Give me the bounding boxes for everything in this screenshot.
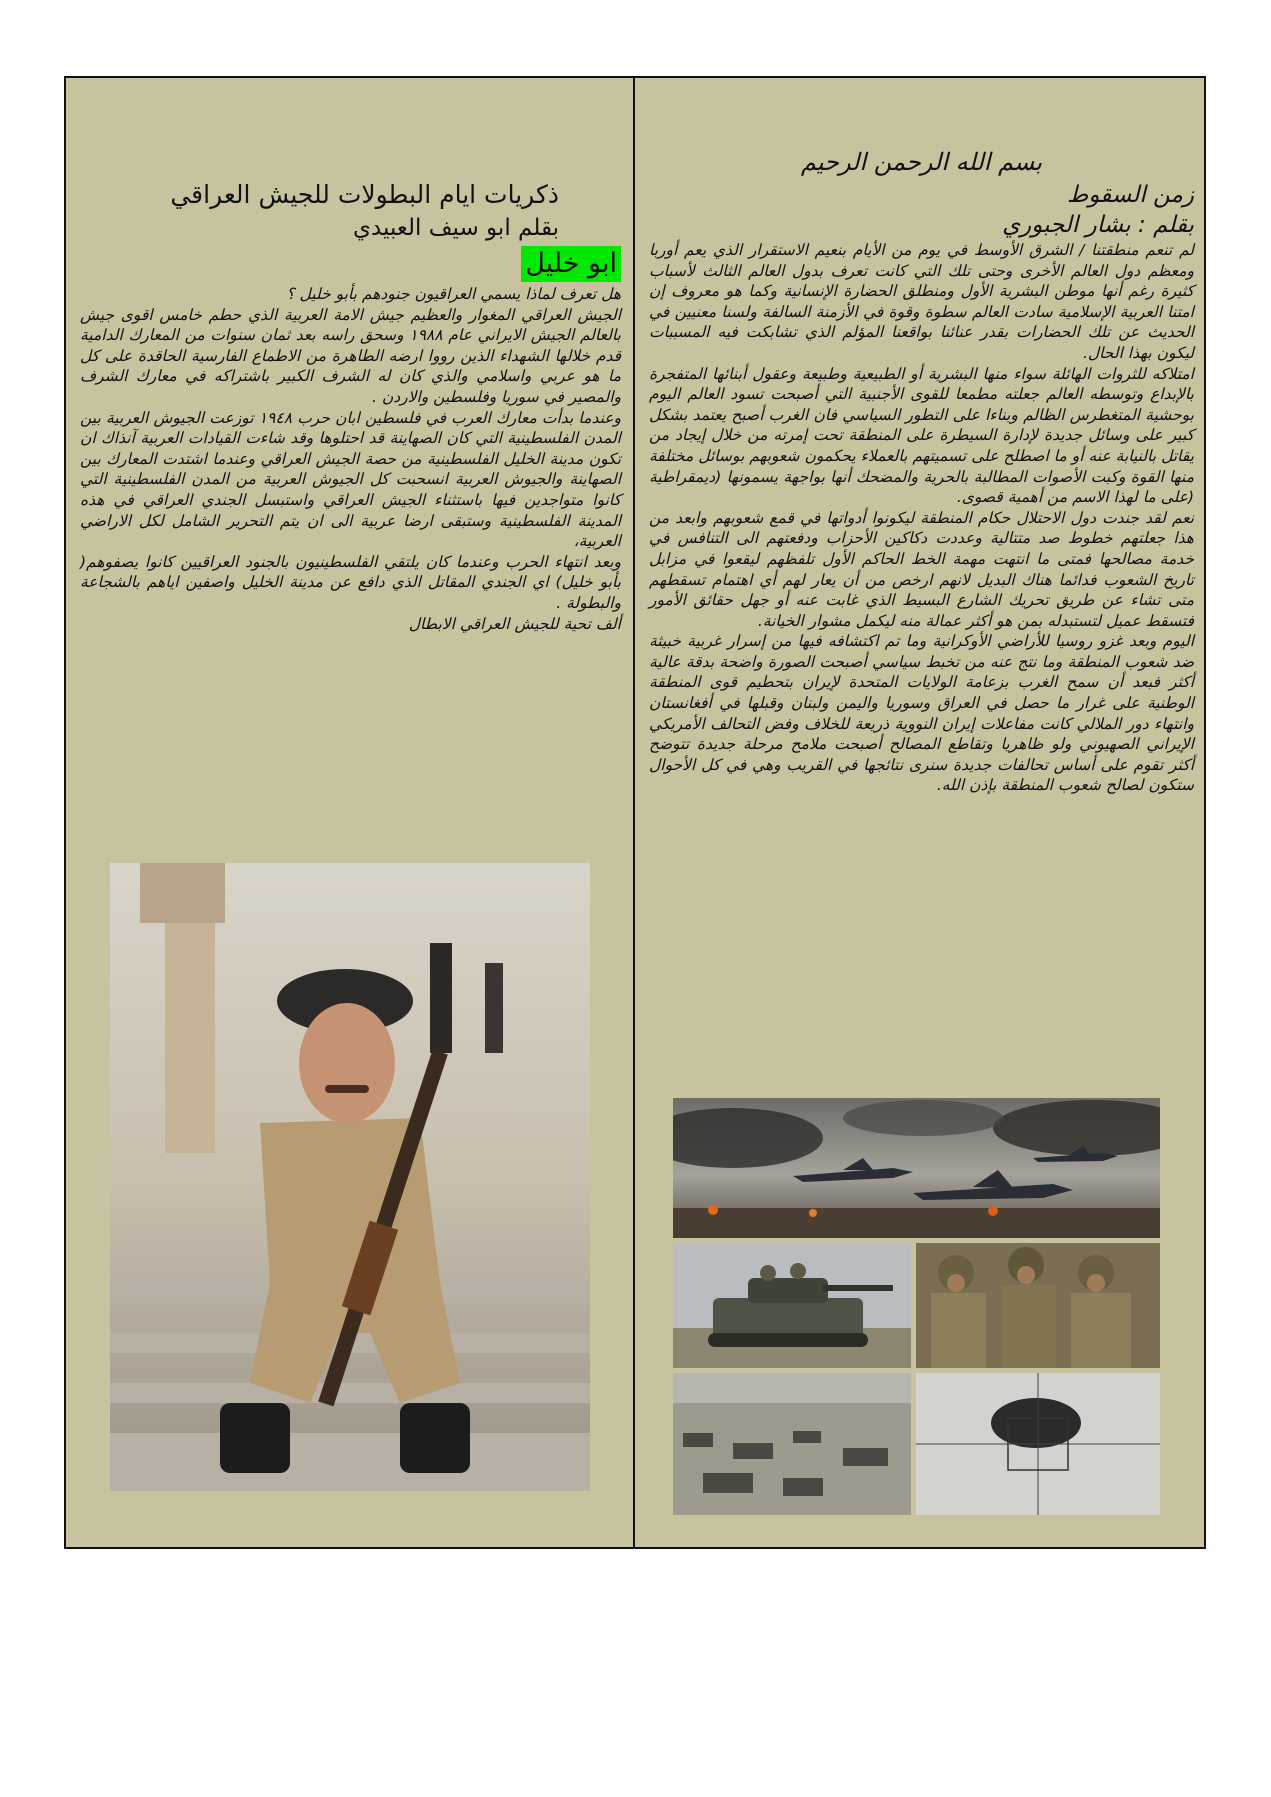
memoir-body xyxy=(80,284,621,634)
paragraph: الجيش العراقي المغوار والعظيم جيش الامة العربية الذي حطم خامس اقوى جيش بالعالم الجيش الايراني عام ١٩٨٨ وسحق راسه بعد ثمان سنوات من المعارك الدامية قدم خلالها الشهداء الذين رووا ارضه الطاهرة من الاطماع الفارسية الحاقدة على كل ما هو عربي واسلامي والذي كان له الشرف الكبير باشتراكه في معارك الشرف والمصير في سوريا وفلسطين والاردن . xyxy=(80,305,621,406)
paragraph: اليوم وبعد غزو روسيا للأراضي الأوكرانية وما تم اكتشافه فيها من إسرار غربية خبيثة ضد شعوب المنطقة وما نتج عنه من تخبط سياسي أصبحت الصورة واضحة بدقة عالية أكثر فبعد أن سمح الغرب بزعامة الولايات المتحدة لإيران بتحطيم قوى المنطقة الوطنية على غرار ما حصل في العراق وسوريا واليمن ولبنان وقبلها في أفغانستان وانتهاء دور الملالي كانت مفاعلات إيران النووية ذريعة للخلاف وفض التحالف الأمريكي الإيراني الصهيوني ولو ظاهريا وتقاطع المصالح أصبحت ملامح مرحلة جديدة تتوضح أكثر تقوم على أساس تحالفات جديدة سنرى نتائجها في القريب وهي في كل الأحوال ستكون لصالح شعوب المنطقة بإذن الله. xyxy=(649,632,1194,795)
soldiers-photo xyxy=(916,1243,1160,1368)
soldier-photo xyxy=(110,863,590,1491)
destroyed-convoy-photo xyxy=(673,1373,911,1515)
paragraph: امتلاكه للثروات الهائلة سواء منها البشرية أو الطبيعية وطبيعة وعقول أبنائها المتفجرة بالإبداع وتوسطه العالم جعلته مطمعا للقوى الأجنبية التي أصبحت تسود العالم اليوم بوحشية المتغطرس الظالم وبناءا على التطور السياسي فان الغرب أصبح يعتمد بشكل كبير على وسائل جديدة لإدارة السيطرة على المنطقة تحت إمرته من خلال إيجاد من يقاتل بالنيابة عنه أو ما اصطلح على تسميتهم بالعملاء يحكمون شعوبهم بوسائل مختلفة منها القوة وكبت الأصوات المطالبة بالحرية والمضحك أنها بواجهة يسمونها (ديمقراطية (على ما لهذا الاسم من أهمية قصوى. xyxy=(649,364,1194,507)
targeting-display-photo xyxy=(916,1373,1160,1515)
highlighted-name: ابو خليل xyxy=(521,246,621,282)
paragraph: وبعد انتهاء الحرب وعندما كان يلتقي الفلسطينيون بالجنود العراقيين كانوا يصفوهم( بأبو خليل) اي الجندي المقاتل الذي دافع عن مدينة الخليل واصفين اياهم بالشجاعة والبطولة . xyxy=(80,552,621,612)
memoir-title: ذكريات ايام البطولات للجيش العراقي xyxy=(170,180,559,209)
article-byline: بقلم : بشار الجبوري xyxy=(1002,212,1194,238)
highlight-wrapper xyxy=(80,244,621,284)
paragraph: هل تعرف لماذا يسمي العراقيون جنودهم بأبو خليل ؟ xyxy=(286,285,621,303)
article-body xyxy=(649,240,1194,796)
memoir-byline: بقلم ابو سيف العبيدي xyxy=(352,215,559,241)
page-frame xyxy=(64,76,1206,1549)
right-column xyxy=(635,78,1206,1547)
basmala: بسم الله الرحمن الرحيم xyxy=(800,148,1043,176)
paragraph: ألف تحية للجيش العراقي الابطال xyxy=(408,614,621,633)
fighter-jets-photo xyxy=(673,1098,1160,1238)
paragraph: وعندما بدأت معارك العرب في فلسطين ابان حرب ١٩٤٨ توزعت الجيوش العربية بين المدن الفلسطينية التي كان الصهاينة قد احتلوها وقد شاءت القيادات العربية آنذاك ان تكون مدينة الخليل الفلسطينية من حصة الجيش العراقي وعندما اشتدت المعارك بين الصهاينة والجيوش العربية انسحبت كل الجيوش العربية من المدن الفلسطينية التي كانوا متواجدين فيها باستثناء الجيش العراقي واستبسل الجندي العراقي في هذه المدينة الفلسطينية وستبقى ارضا عربية الى ان يتم التحرير الشامل لكل الاراضي العربية، xyxy=(80,408,621,551)
tank-crew-photo xyxy=(673,1243,911,1368)
paragraph: لم تنعم منطقتنا / الشرق الأوسط في يوم من الأيام بنعيم الاستقرار الذي يعم أوربا ومعظم دول العالم الأخرى وحتى تلك التي كانت تعرف بدول العالم الثالث لأسباب كثيرة رغم أنها موطن البشرية الأول ومنطلق الحضارة الإنسانية وكما هو معروف إن امتنا العربية الإسلامية سادت العالم سطوة وقوة في الأزمنة السالفة ولسنا معنيين في الحديث عن تلك الحضارات بقدر عنائنا بواقعنا المؤلم الذي تشابكت فيه المسببات ليكون بهذا الحال. xyxy=(649,241,1194,362)
article-title: زمن السقوط xyxy=(1067,182,1194,208)
war-collage-image xyxy=(673,1098,1160,1515)
paragraph: نعم لقد جندت دول الاحتلال حكام المنطقة ليكونوا أدواتها في قمع شعوبهم وابعد من هذا جعلتهم خطوط صد متتالية وعددت دكاكين الأحزاب ودفعتهم الى التنافس في خدمة مصالحها فمتى ما انتهت مهمة الخط الحاكم الأول تلفظهم ليقعوا في مزابل تاريخ الشعوب فدائما هناك البديل لانهم ارخص من أن يعار لهم أي اهتمام تسقطهم متى تشاء عن طريق تحريك الشارع البسيط الذي غابت عنه أو جهل حقائق الأمور فتسقط عميل لتستبدله بمن هو أكثر عمالة منه ليكمل مشوار الخيانة. xyxy=(649,508,1194,630)
